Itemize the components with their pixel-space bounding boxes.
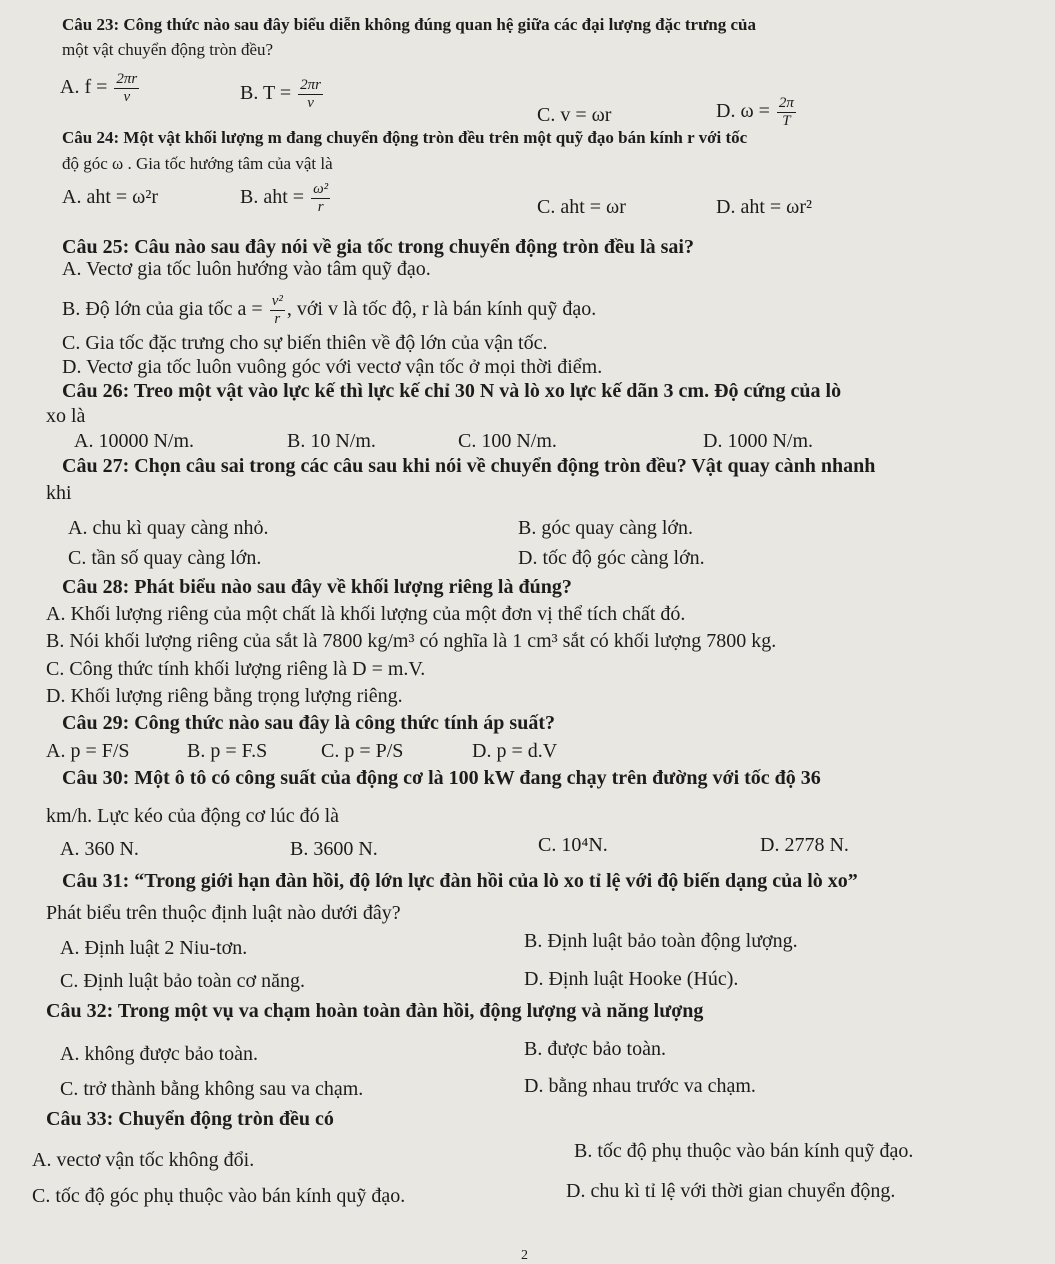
fraction: $\frac{\text{v²}}{r}$ <box>271 293 283 327</box>
q32-option-c[interactable]: C. trở thành bằng không sau va chạm. <box>60 1078 364 1100</box>
q32-stem: Câu 32: Trong một vụ va chạm hoàn toàn đàn hồi, động lượng và năng lượng <box>46 1000 704 1022</box>
q24-option-d[interactable]: D. aht = ωr² <box>716 196 812 218</box>
q30-option-c[interactable]: C. 10⁴N. <box>538 834 608 856</box>
q28-stem: Câu 28: Phát biểu nào sau đây về khối lượng riêng là đúng? <box>62 576 572 598</box>
q23-option-c[interactable]: C. v = ωr <box>537 104 612 126</box>
q23-option-a[interactable]: A. f = $\frac{2\pi r}{v}$ <box>60 71 138 105</box>
q23-stem-2: một vật chuyển động tròn đều? <box>62 40 274 59</box>
q28-option-a[interactable]: A. Khối lượng riêng của một chất là khối lượng của một đơn vị thể tích chất đó. <box>46 603 686 625</box>
q27-option-a[interactable]: A. chu kì quay càng nhỏ. <box>68 517 269 539</box>
q26-option-a[interactable]: A. 10000 N/m. <box>74 430 194 452</box>
q24-option-b[interactable]: B. aht = $\frac{\text{ω²}}{r}$ <box>240 181 329 215</box>
q27-stem: Câu 27: Chọn câu sai trong các câu sau khi nói về chuyển động tròn đều? Vật quay cành nhanh <box>62 455 876 477</box>
q30-option-d[interactable]: D. 2778 N. <box>760 834 849 856</box>
q29-option-d[interactable]: D. p = d.V <box>472 740 558 762</box>
q27-option-b[interactable]: B. góc quay càng lớn. <box>518 517 693 539</box>
q27-stem-2: khi <box>46 482 72 504</box>
q32-option-a[interactable]: A. không được bảo toàn. <box>60 1043 259 1065</box>
q31-option-c[interactable]: C. Định luật bảo toàn cơ năng. <box>60 970 305 992</box>
q28-option-d[interactable]: D. Khối lượng riêng bằng trọng lượng riêng. <box>46 685 403 707</box>
q25-option-d[interactable]: D. Vectơ gia tốc luôn vuông góc với vectơ vận tốc ở mọi thời điểm. <box>62 356 603 378</box>
q26-option-d[interactable]: D. 1000 N/m. <box>703 430 813 452</box>
fraction: $\frac{2\pi r}{v}$ <box>116 71 138 105</box>
q33-stem: Câu 33: Chuyển động tròn đều có <box>46 1108 334 1130</box>
q31-option-d[interactable]: D. Định luật Hooke (Húc). <box>524 968 739 990</box>
q26-option-b[interactable]: B. 10 N/m. <box>287 430 376 452</box>
q28-option-c[interactable]: C. Công thức tính khối lượng riêng là D = m.V. <box>46 658 426 680</box>
q23-option-b[interactable]: B. T = $\frac{2\pi r}{v}$ <box>240 77 321 111</box>
q25-option-b[interactable]: B. Độ lớn của gia tốc a = $\frac{\text{v²}}{r}$ , với v là tốc độ, r là bán kính quỹ đạo. <box>62 293 597 327</box>
q31-option-b[interactable]: B. Định luật bảo toàn động lượng. <box>524 930 798 952</box>
fraction: $\frac{2\pi}{T}$ <box>778 95 794 129</box>
q25-option-c[interactable]: C. Gia tốc đặc trưng cho sự biến thiên về độ lớn của vận tốc. <box>62 332 548 354</box>
q30-stem-2: km/h. Lực kéo của động cơ lúc đó là <box>46 805 339 827</box>
q25-option-a[interactable]: A. Vectơ gia tốc luôn hướng vào tâm quỹ đạo. <box>62 258 431 280</box>
q30-option-b[interactable]: B. 3600 N. <box>290 838 378 860</box>
q33-option-c[interactable]: C. tốc độ góc phụ thuộc vào bán kính quỹ đạo. <box>32 1185 406 1207</box>
q23-option-d[interactable]: D. ω = $\frac{2\pi}{T}$ <box>716 95 794 129</box>
q33-option-a[interactable]: A. vectơ vận tốc không đổi. <box>32 1149 255 1171</box>
q24-option-a[interactable]: A. aht = ω²r <box>62 186 158 208</box>
q31-option-a[interactable]: A. Định luật 2 Niu-tơn. <box>60 937 248 959</box>
q24-stem-2: độ góc ω . Gia tốc hướng tâm của vật là <box>62 154 333 173</box>
fraction: $\frac{\text{ω²}}{r}$ <box>313 181 329 215</box>
q26-stem-2: xo là <box>46 405 86 427</box>
q31-stem-2: Phát biểu trên thuộc định luật nào dưới đây? <box>46 902 401 924</box>
q29-option-b[interactable]: B. p = F.S <box>187 740 268 762</box>
q25-stem: Câu 25: Câu nào sau đây nói về gia tốc trong chuyển động tròn đều là sai? <box>62 236 694 258</box>
q32-option-b[interactable]: B. được bảo toàn. <box>524 1038 666 1060</box>
q23-stem: Câu 23: Công thức nào sau đây biểu diễn không đúng quan hệ giữa các đại lượng đặc trưng của <box>62 15 757 34</box>
page-number: 2 <box>521 1248 528 1263</box>
q24-option-c[interactable]: C. aht = ωr <box>537 196 626 218</box>
q27-option-c[interactable]: C. tần số quay càng lớn. <box>68 547 262 569</box>
q31-stem: Câu 31: “Trong giới hạn đàn hồi, độ lớn lực đàn hồi của lò xo tỉ lệ với độ biến dạng của lò xo” <box>62 870 858 892</box>
q29-option-c[interactable]: C. p = P/S <box>321 740 404 762</box>
q29-option-a[interactable]: A. p = F/S <box>46 740 130 762</box>
q32-option-d[interactable]: D. bằng nhau trước va chạm. <box>524 1075 756 1097</box>
fraction: $\frac{2\pi r}{v}$ <box>300 77 321 111</box>
q33-option-d[interactable]: D. chu kì tỉ lệ với thời gian chuyển động. <box>566 1180 896 1202</box>
q27-option-d[interactable]: D. tốc độ góc càng lớn. <box>518 547 705 569</box>
q33-option-b[interactable]: B. tốc độ phụ thuộc vào bán kính quỹ đạo. <box>574 1140 914 1162</box>
q30-stem: Câu 30: Một ô tô có công suất của động cơ là 100 kW đang chạy trên đường với tốc độ 36 <box>62 767 821 789</box>
q30-option-a[interactable]: A. 360 N. <box>60 838 139 860</box>
q26-option-c[interactable]: C. 100 N/m. <box>458 430 557 452</box>
q29-stem: Câu 29: Công thức nào sau đây là công thức tính áp suất? <box>62 712 555 734</box>
q26-stem: Câu 26: Treo một vật vào lực kế thì lực kế chỉ 30 N và lò xo lực kế dãn 3 cm. Độ cứng của lò <box>62 380 842 402</box>
q24-stem: Câu 24: Một vật khối lượng m đang chuyển động tròn đều trên một quỹ đạo bán kính r với tốc <box>62 128 748 147</box>
q28-option-b[interactable]: B. Nói khối lượng riêng của sắt là 7800 kg/m³ có nghĩa là 1 cm³ sắt có khối lượng 7800 kg. <box>46 630 777 652</box>
